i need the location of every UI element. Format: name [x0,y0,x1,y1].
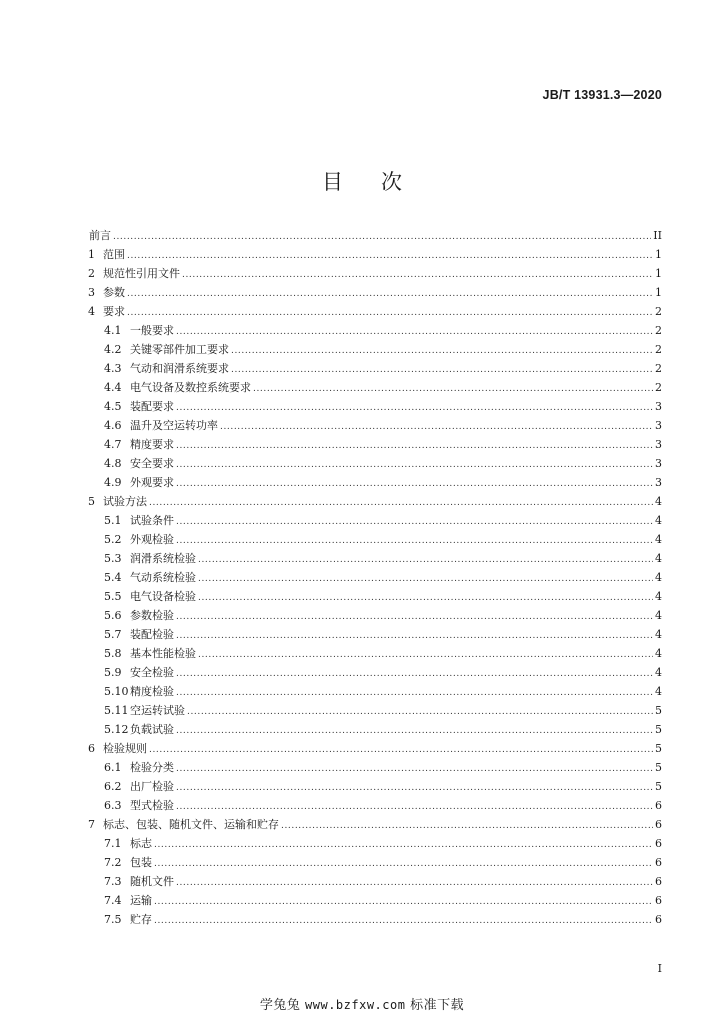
toc-entry-number: 7.4 [104,894,122,907]
toc-entry[interactable] [88,454,662,473]
toc-entry-page: 5 [655,780,662,793]
toc-leader-dots [182,266,653,285]
toc-leader-dots [231,342,653,361]
toc-entry-page: 2 [655,324,662,337]
toc-entry[interactable] [88,606,662,625]
toc-leader-dots [253,380,653,399]
title-char-1: 目 [322,170,343,194]
toc-leader-dots [127,304,653,323]
toc-leader-dots [176,513,653,532]
toc-entry-label: 一般要求 [130,324,174,337]
toc-entry-page: 4 [655,495,662,508]
toc-entry-number: 5.7 [104,628,122,641]
toc-entry-page: 4 [655,647,662,660]
toc-entry[interactable] [88,321,662,340]
toc-entry-number: 5.8 [104,647,122,660]
footer-watermark [0,994,724,1013]
toc-entry-number: 5.6 [104,609,122,622]
footer-label: 标准下载 [410,998,465,1013]
toc-entry-label: 规范性引用文件 [103,267,180,280]
toc-entry[interactable] [88,435,662,454]
toc-entry-page: 4 [655,685,662,698]
toc-entry-number: 6.1 [104,761,122,774]
toc-leader-dots [176,874,653,893]
toc-entry-page: 6 [655,837,662,850]
toc-entry-label: 前言 [89,229,111,242]
page-number: I [657,962,662,975]
footer-site: www.bzfxw.com [305,998,406,1012]
toc-leader-dots [220,418,653,437]
toc-entry-number: 5.3 [104,552,122,565]
toc-entry-page: 4 [655,628,662,641]
toc-leader-dots [198,570,653,589]
toc-entry-label: 贮存 [130,913,152,926]
toc-leader-dots [176,760,653,779]
toc-leader-dots [176,627,653,646]
toc-entry-number: 4.9 [104,476,122,489]
toc-entry-label: 随机文件 [130,875,174,888]
toc-leader-dots [154,855,653,874]
toc-entry-label: 基本性能检验 [130,647,196,660]
toc-leader-dots [176,456,653,475]
toc-entry[interactable] [88,378,662,397]
page-title [0,166,724,196]
toc-entry-label: 电气设备检验 [130,590,196,603]
toc-entry[interactable] [88,340,662,359]
toc-entry-number: 5.12 [104,723,129,736]
toc-entry-label: 安全要求 [130,457,174,470]
document-code: JB/T 13931.3—2020 [542,88,662,102]
toc-entry[interactable] [88,796,662,815]
toc-entry-page: 4 [655,666,662,679]
toc-leader-dots [198,589,653,608]
toc-entry[interactable] [88,283,662,302]
toc-leader-dots [198,551,653,570]
toc-entry-number: 4.7 [104,438,122,451]
toc-entry[interactable] [88,416,662,435]
toc-entry-page: 2 [655,305,662,318]
toc-entry-label: 装配检验 [130,628,174,641]
toc-entry[interactable] [88,663,662,682]
toc-entry-page: 6 [655,856,662,869]
toc-entry-page: 5 [655,742,662,755]
toc-leader-dots [176,437,653,456]
toc-leader-dots [198,646,653,665]
toc-leader-dots [176,684,653,703]
toc-entry-page: 1 [655,248,662,261]
toc-leader-dots [149,494,653,513]
toc-entry[interactable] [88,245,662,264]
toc-entry-number: 1 [88,248,95,261]
toc-entry-label: 要求 [103,305,125,318]
toc-entry[interactable] [88,701,662,720]
toc-entry-label: 安全检验 [130,666,174,679]
toc-entry-number: 4.2 [104,343,122,356]
toc-entry-number: 6.3 [104,799,122,812]
toc-entry-page: 2 [655,381,662,394]
toc-leader-dots [176,608,653,627]
toc-entry[interactable] [88,587,662,606]
toc-entry-page: 1 [655,267,662,280]
toc-leader-dots [187,703,653,722]
toc-entry-number: 5.2 [104,533,122,546]
toc-leader-dots [176,665,653,684]
toc-entry-number: 4 [88,305,95,318]
toc-entry-number: 5.1 [104,514,122,527]
toc-entry-page: 5 [655,723,662,736]
toc-entry-number: 4.5 [104,400,122,413]
toc-entry[interactable] [88,511,662,530]
toc-entry[interactable] [88,473,662,492]
toc-leader-dots [154,836,653,855]
toc-entry-label: 出厂检验 [130,780,174,793]
toc-entry-number: 5 [88,495,95,508]
toc-entry[interactable] [88,264,662,283]
toc-leader-dots [149,741,653,760]
toc-entry-label: 润滑系统检验 [130,552,196,565]
toc-entry-label: 试验方法 [103,495,147,508]
toc-entry-number: 4.8 [104,457,122,470]
toc-entry-number: 6 [88,742,95,755]
toc-leader-dots [154,912,653,931]
toc-entry-label: 参数检验 [130,609,174,622]
toc-entry-label: 标志、包装、随机文件、运输和贮存 [103,818,279,831]
toc-entry[interactable] [88,302,662,321]
toc-entry-page: 4 [655,533,662,546]
toc-entry-number: 7 [88,818,95,831]
toc-entry-page: 3 [655,400,662,413]
toc-entry[interactable] [88,492,662,511]
toc-entry-number: 4.3 [104,362,122,375]
toc-entry-label: 运输 [130,894,152,907]
toc-entry-page: 6 [655,875,662,888]
toc-entry-label: 装配要求 [130,400,174,413]
toc-leader-dots [176,475,653,494]
toc-entry-label: 型式检验 [130,799,174,812]
toc-entry-page: 2 [655,343,662,356]
toc-entry-label: 检验分类 [130,761,174,774]
toc-entry-label: 精度检验 [130,685,174,698]
toc-entry[interactable] [88,720,662,739]
toc-entry[interactable] [88,644,662,663]
toc-entry-page: 6 [655,913,662,926]
toc-entry-page: 3 [655,476,662,489]
toc-entry[interactable] [88,815,662,834]
toc-entry-number: 5.11 [104,704,129,717]
toc-entry-page: 1 [655,286,662,299]
toc-entry-page: 4 [655,590,662,603]
toc-entry-number: 7.1 [104,837,122,850]
toc-entry-number: 7.2 [104,856,122,869]
toc-entry-label: 外观检验 [130,533,174,546]
toc-entry-label: 包装 [130,856,152,869]
toc-leader-dots [127,247,653,266]
toc-entry-number: 4.4 [104,381,122,394]
toc-leader-dots [176,722,653,741]
toc-entry-number: 5.10 [104,685,129,698]
toc-entry-number: 5.5 [104,590,122,603]
toc-entry-page: 5 [655,761,662,774]
toc-leader-dots [176,399,653,418]
toc-entry[interactable] [88,549,662,568]
toc-entry[interactable] [88,777,662,796]
toc-entry[interactable] [88,226,662,245]
toc-entry-label: 电气设备及数控系统要求 [130,381,251,394]
toc-entry[interactable] [88,625,662,644]
toc-entry-label: 参数 [103,286,125,299]
toc-entry-number: 3 [88,286,95,299]
toc-entry-page: II [653,229,662,242]
toc-entry-label: 标志 [130,837,152,850]
toc-entry-label: 空运转试验 [130,704,185,717]
toc-entry[interactable] [88,834,662,853]
title-char-2: 次 [381,170,402,194]
toc-entry[interactable] [88,359,662,378]
footer-brand: 学兔兔 [259,998,301,1013]
toc-entry-number: 5.4 [104,571,122,584]
toc-entry[interactable] [88,739,662,758]
toc-entry-label: 精度要求 [130,438,174,451]
toc-entry-page: 3 [655,419,662,432]
toc-entry[interactable] [88,758,662,777]
toc-entry[interactable] [88,853,662,872]
toc-entry[interactable] [88,568,662,587]
toc-entry-page: 4 [655,514,662,527]
toc-entry-label: 负载试验 [130,723,174,736]
toc-entry-page: 4 [655,609,662,622]
toc-entry-number: 7.3 [104,875,122,888]
toc-entry[interactable] [88,910,662,929]
toc-entry-label: 气动系统检验 [130,571,196,584]
toc-entry-page: 6 [655,799,662,812]
toc-leader-dots [154,893,653,912]
toc-entry[interactable] [88,891,662,910]
toc-leader-dots [231,361,653,380]
toc-entry[interactable] [88,530,662,549]
table-of-contents [88,226,662,929]
toc-entry-number: 6.2 [104,780,122,793]
toc-entry-number: 4.1 [104,324,122,337]
toc-entry-label: 气动和润滑系统要求 [130,362,229,375]
toc-entry-number: 7.5 [104,913,122,926]
toc-entry[interactable] [88,397,662,416]
toc-entry-label: 检验规则 [103,742,147,755]
toc-entry-page: 5 [655,704,662,717]
toc-entry-page: 3 [655,438,662,451]
toc-entry-number: 5.9 [104,666,122,679]
toc-entry-number: 2 [88,267,95,280]
toc-entry-label: 试验条件 [130,514,174,527]
toc-entry-label: 关键零部件加工要求 [130,343,229,356]
toc-leader-dots [113,228,651,247]
toc-leader-dots [176,532,653,551]
toc-leader-dots [176,323,653,342]
toc-entry-label: 外观要求 [130,476,174,489]
toc-entry-label: 温升及空运转功率 [130,419,218,432]
toc-entry-page: 3 [655,457,662,470]
toc-entry-label: 范围 [103,248,125,261]
toc-entry-page: 2 [655,362,662,375]
toc-leader-dots [281,817,653,836]
toc-leader-dots [127,285,653,304]
toc-entry[interactable] [88,872,662,891]
toc-entry-page: 4 [655,571,662,584]
toc-entry-page: 4 [655,552,662,565]
toc-entry-page: 6 [655,818,662,831]
toc-entry-page: 6 [655,894,662,907]
toc-leader-dots [176,779,653,798]
toc-entry-number: 4.6 [104,419,122,432]
toc-entry[interactable] [88,682,662,701]
